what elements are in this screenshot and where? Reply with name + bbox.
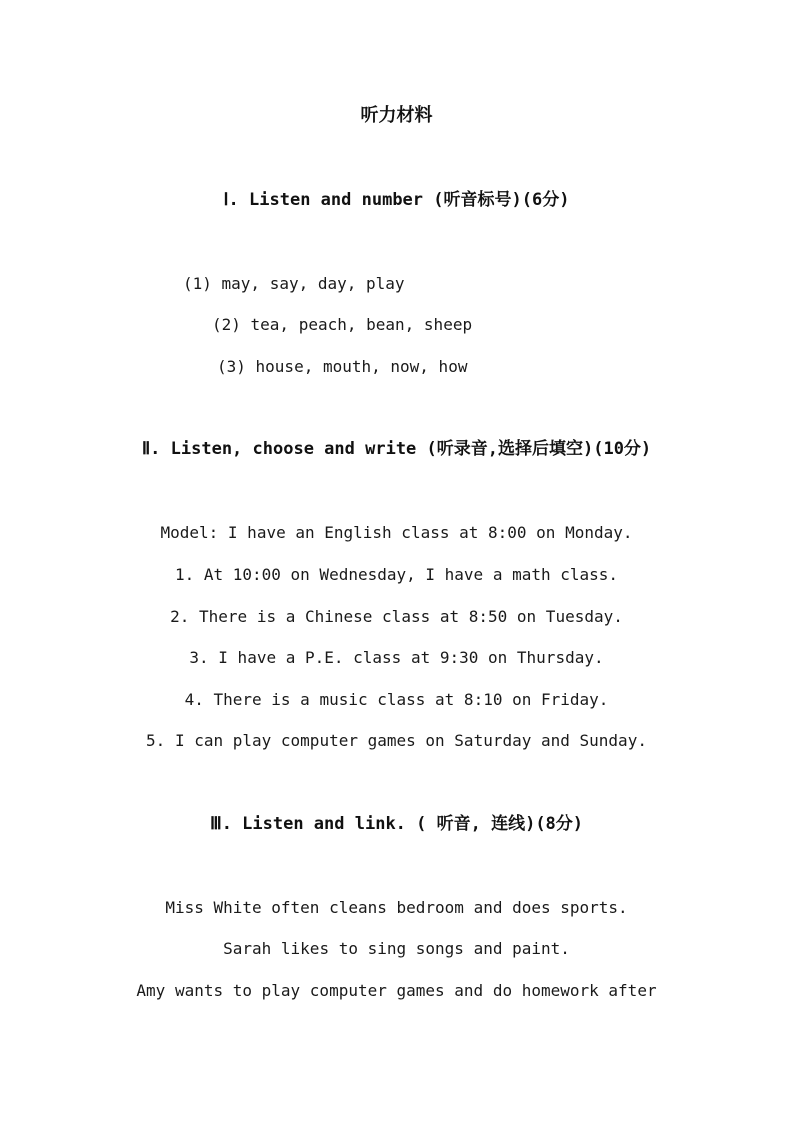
section-2-line-model: Model: I have an English class at 8:00 on Monday.: [160, 523, 633, 542]
section-3-line-2: Sarah likes to sing songs and paint.: [223, 939, 570, 958]
section-3-line-3: Amy wants to play computer games and do homework after: [136, 981, 657, 1000]
section-1-line-2: (2) tea, peach, bean, sheep: [212, 315, 473, 334]
section-2-line-3: 3. I have a P.E. class at 9:30 on Thursday.: [189, 648, 604, 667]
section-2-line-4: 4. There is a music class at 8:10 on Friday.: [184, 690, 609, 709]
section-2-heading: Ⅱ. Listen, choose and write (听录音,选择后填空)(10分): [141, 439, 652, 459]
section-1-line-3: (3) house, mouth, now, how: [217, 357, 468, 376]
document-title: 听力材料: [360, 105, 433, 126]
section-3-line-1: Miss White often cleans bedroom and does sports.: [165, 898, 628, 917]
section-2-line-1: 1. At 10:00 on Wednesday, I have a math class.: [174, 565, 619, 584]
section-3-heading: Ⅲ. Listen and link. ( 听音, 连线)(8分): [209, 814, 584, 834]
section-1-line-1: (1) may, say, day, play: [183, 274, 405, 293]
section-2-line-2: 2. There is a Chinese class at 8:50 on Tuesday.: [170, 607, 623, 626]
section-2-line-5: 5. I can play computer games on Saturday and Sunday.: [146, 731, 647, 750]
section-1-heading: Ⅰ. Listen and number (听音标号)(6分): [223, 190, 570, 210]
